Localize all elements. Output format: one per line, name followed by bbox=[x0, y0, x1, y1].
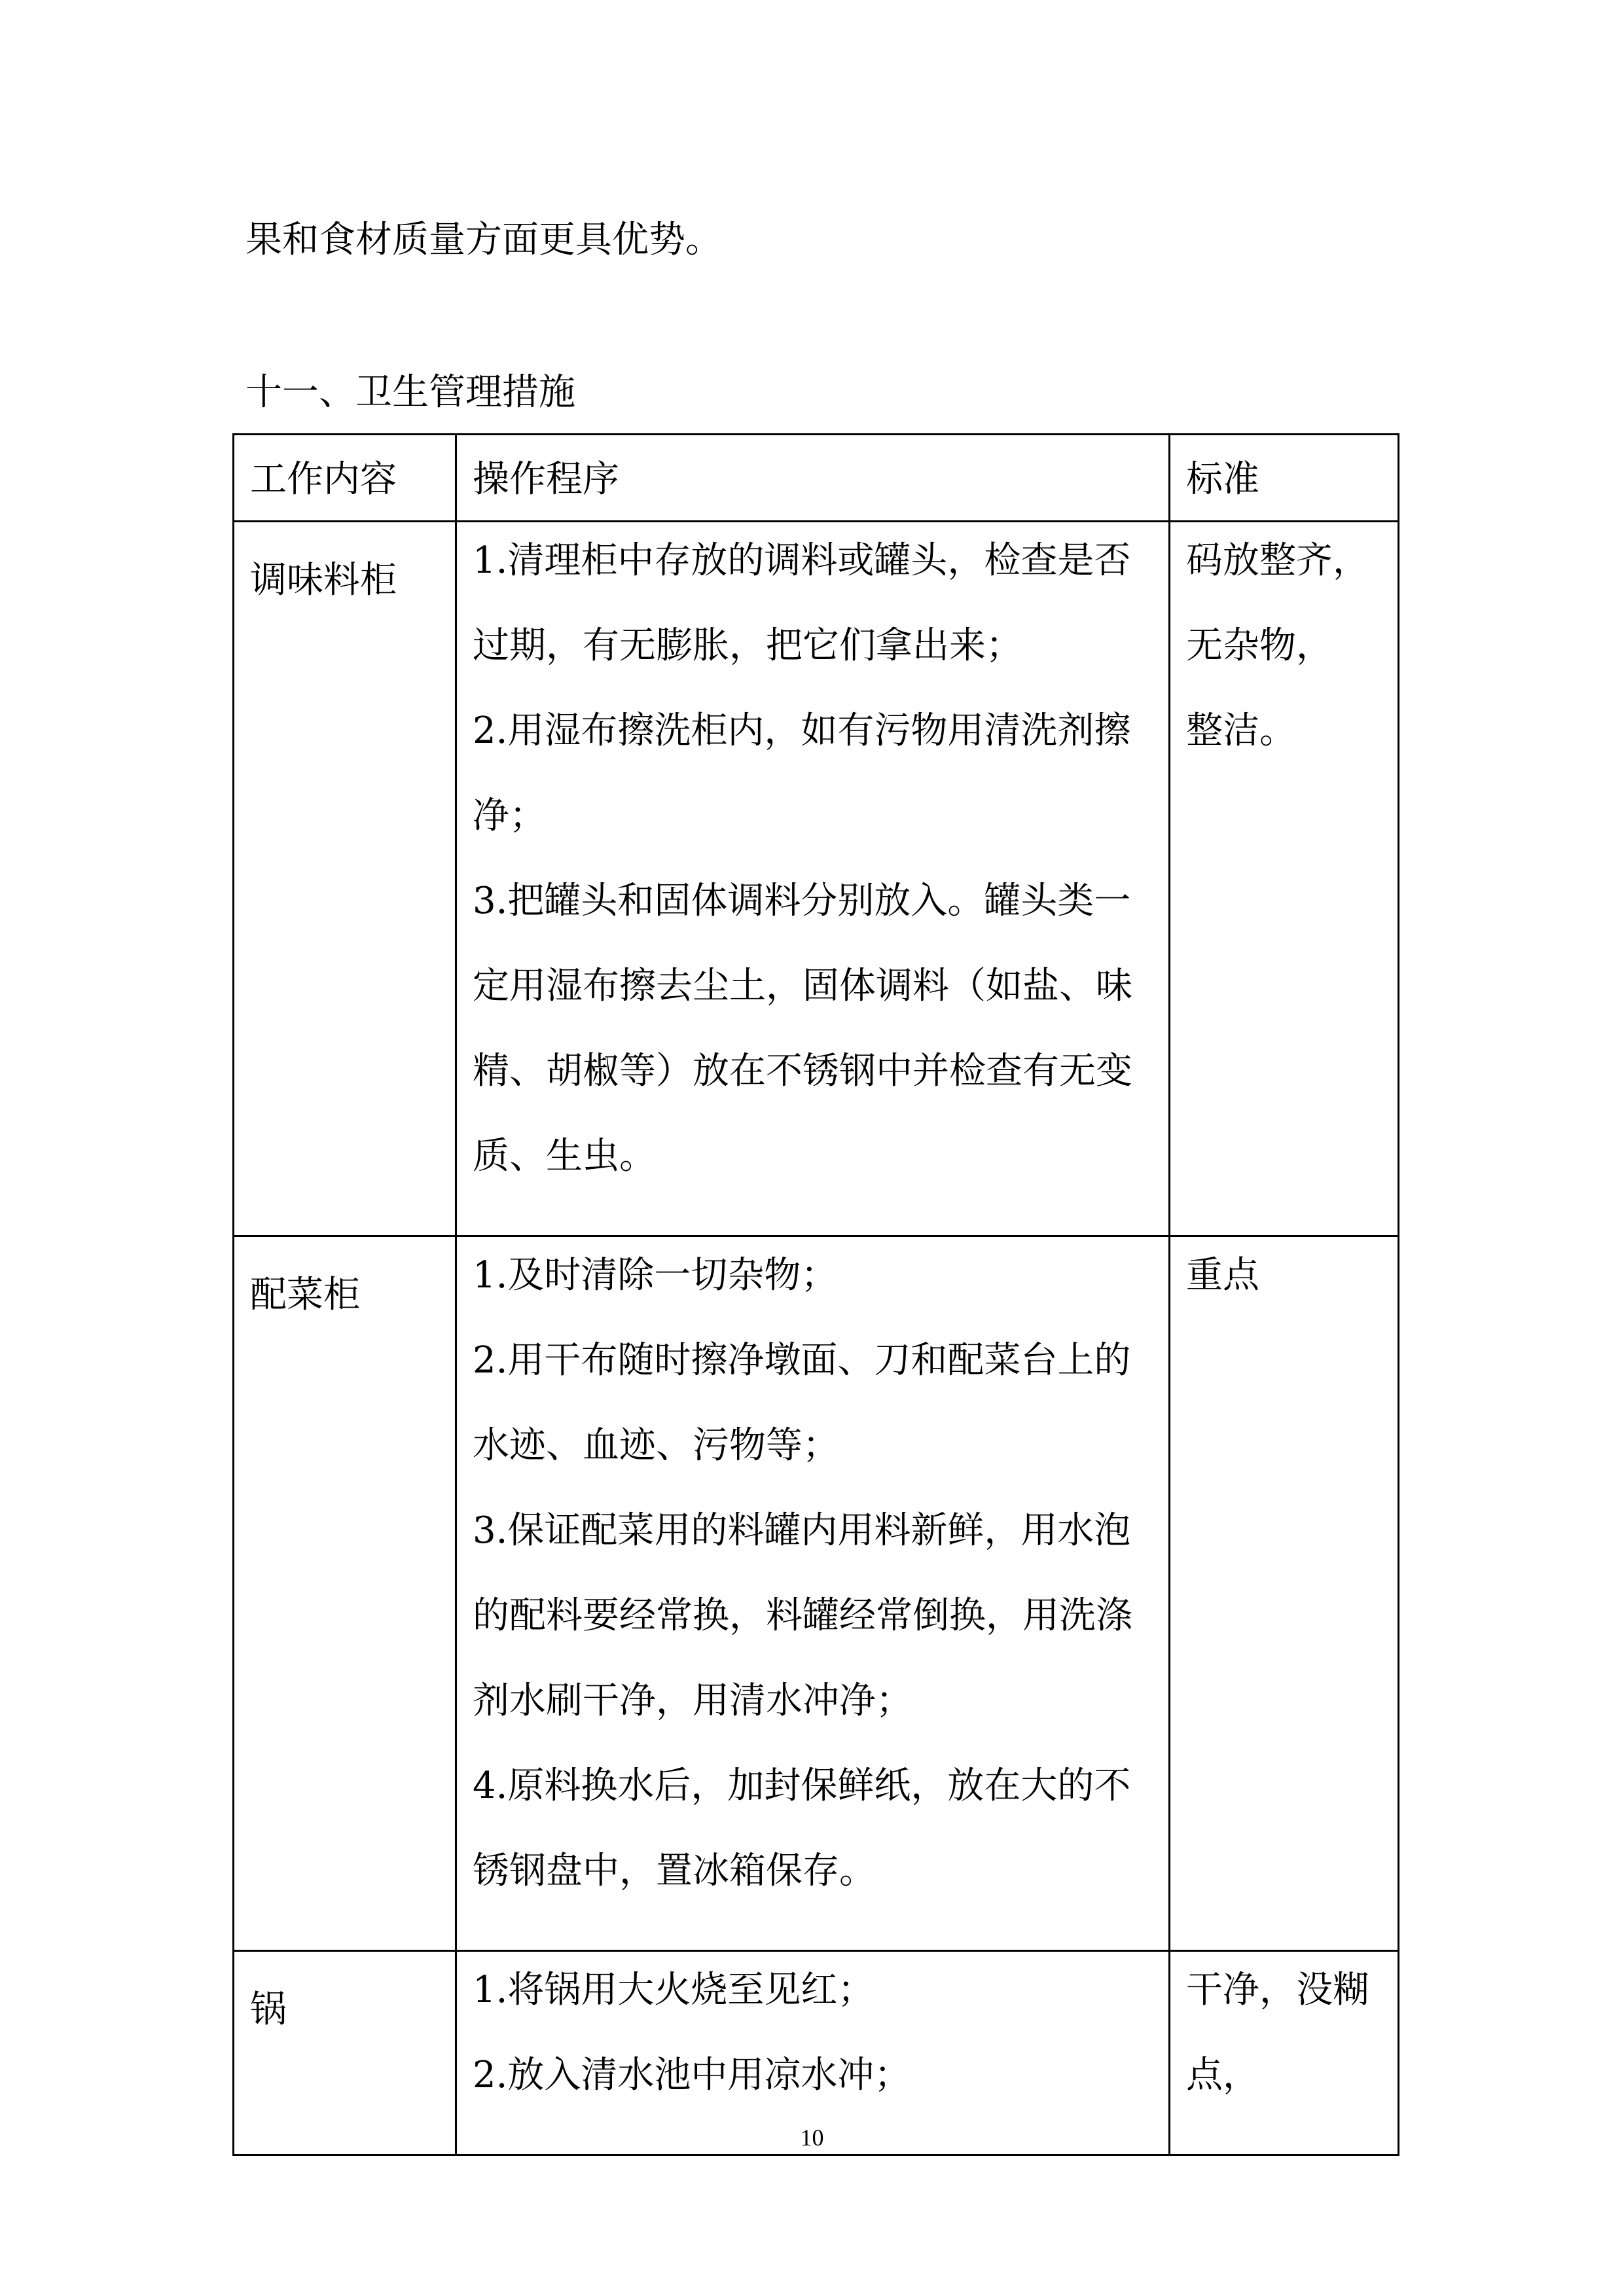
procedure-line: 2.用湿布擦洗柜内，如有污物用清洗剂擦 bbox=[473, 709, 1131, 752]
row-standard bbox=[1170, 1236, 1399, 1951]
standard-line: 点， bbox=[1186, 2054, 1259, 2096]
procedure-line: 1.清理柜中存放的调料或罐头，检查是否 bbox=[473, 539, 1131, 582]
standard-line: 整洁。 bbox=[1186, 709, 1296, 752]
header-procedure: 操作程序 bbox=[456, 435, 1170, 522]
header-standard: 标准 bbox=[1170, 435, 1399, 522]
procedure-line: 水迹、血迹、污物等； bbox=[473, 1424, 839, 1467]
standard-line: 无杂物， bbox=[1186, 624, 1333, 667]
procedure-line: 剂水刷干净，用清水冲净； bbox=[473, 1679, 912, 1722]
table-row bbox=[234, 522, 1399, 1236]
procedure-line: 2.用干布随时擦净墩面、刀和配菜台上的 bbox=[473, 1339, 1131, 1382]
section-heading: 十一、卫生管理措施 bbox=[245, 371, 575, 414]
table-header-row bbox=[234, 435, 1399, 522]
procedure-line: 1.将锅用大火烧至见红； bbox=[473, 1969, 875, 2011]
procedure-line: 过期，有无膨胀，把它们拿出来； bbox=[473, 624, 1022, 667]
procedure-line: 2.放入清水池中用凉水冲； bbox=[473, 2054, 911, 2096]
procedure-line: 的配料要经常换，料罐经常倒换，用洗涤 bbox=[473, 1594, 1132, 1637]
procedure-line: 质、生虫。 bbox=[473, 1135, 656, 1177]
table-row bbox=[234, 1236, 1399, 1951]
procedure-line: 1.及时清除一切杂物； bbox=[473, 1254, 838, 1297]
page-number: 10 bbox=[800, 2125, 824, 2151]
procedure-line: 锈钢盘中，置冰箱保存。 bbox=[473, 1850, 876, 1892]
procedure-line: 精、胡椒等）放在不锈钢中并检查有无变 bbox=[473, 1050, 1132, 1092]
hygiene-measures-table bbox=[232, 433, 1399, 2156]
row-procedure bbox=[456, 1236, 1170, 1951]
procedure-line: 净； bbox=[473, 795, 546, 837]
standard-line: 重点 bbox=[1186, 1254, 1259, 1297]
procedure-line: 定用湿布擦去尘土，固体调料（如盐、味 bbox=[473, 965, 1132, 1007]
procedure-line: 4.原料换水后，加封保鲜纸，放在大的不 bbox=[473, 1765, 1131, 1807]
header-work-content: 工作内容 bbox=[234, 435, 456, 522]
row-item: 锅 bbox=[234, 1951, 456, 2155]
row-item: 配菜柜 bbox=[234, 1236, 456, 1951]
standard-line: 码放整齐， bbox=[1186, 539, 1369, 582]
row-item: 调味料柜 bbox=[234, 522, 456, 1236]
procedure-line: 3.保证配菜用的料罐内用料新鲜，用水泡 bbox=[473, 1509, 1131, 1552]
standard-line: 干净，没糊 bbox=[1186, 1969, 1369, 2011]
intro-paragraph-tail: 果和食材质量方面更具优势。 bbox=[245, 219, 722, 261]
row-standard bbox=[1170, 522, 1399, 1236]
procedure-line: 3.把罐头和固体调料分别放入。罐头类一 bbox=[473, 880, 1131, 922]
row-procedure bbox=[456, 522, 1170, 1236]
